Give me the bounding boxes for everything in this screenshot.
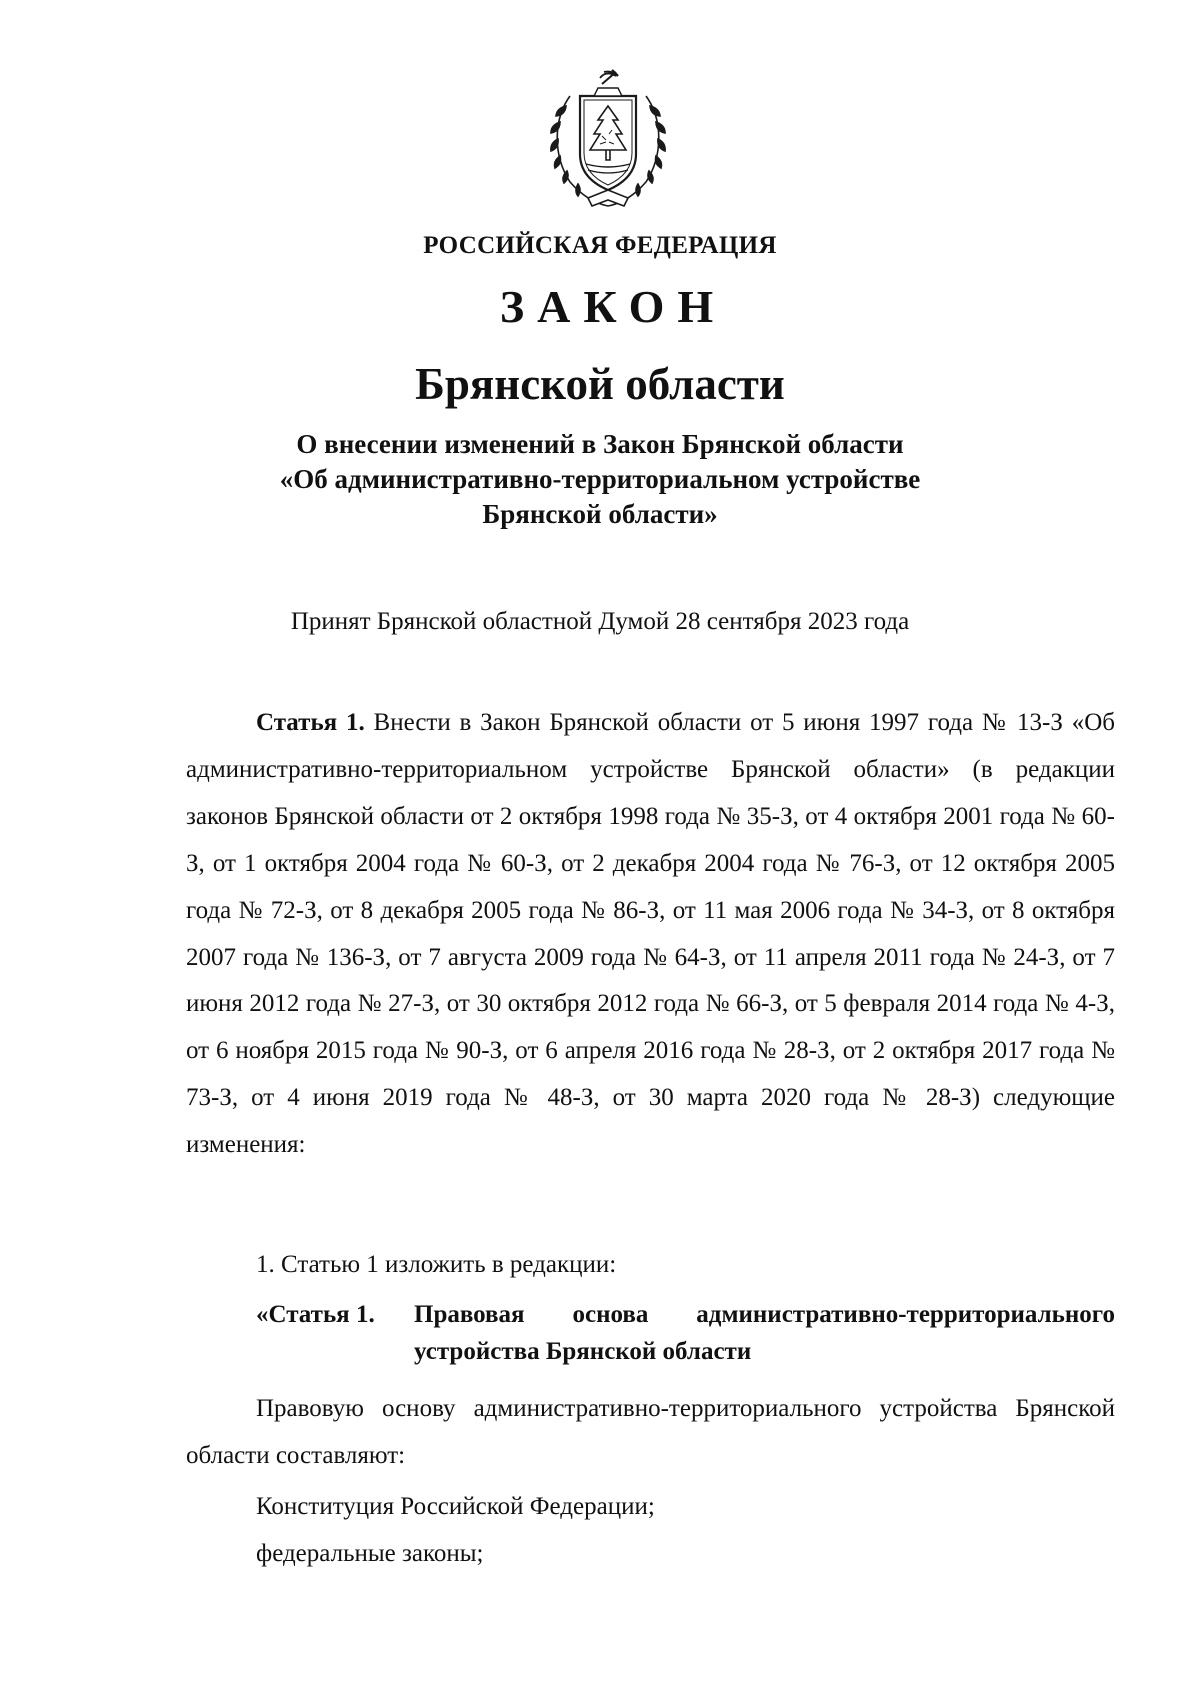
quoted-article-number: «Статья 1. (256, 1301, 375, 1328)
adoption-note: Принят Брянской областной Думой 28 сентября 2023 года (290, 608, 910, 635)
region-heading: Брянской области (415, 359, 785, 409)
article-label: Статья 1. (256, 709, 365, 736)
amendment-item: 1. Статью 1 изложить в редакции: (256, 1251, 617, 1278)
article-1-paragraph (186, 700, 1115, 1169)
legal-basis-item: федеральные законы; (256, 1540, 484, 1567)
coat-of-arms-icon (540, 66, 676, 212)
country-name: РОССИЙСКАЯ ФЕДЕРАЦИЯ (423, 232, 777, 259)
law-title-line: «Об административно-территориальном устройстве (279, 464, 921, 494)
law-title-line: О внесении изменений в Закон Брянской области (296, 429, 904, 459)
legal-basis-item: Конституция Российской Федерации; (256, 1493, 655, 1520)
quoted-article-title: Правовая основа административно-территориального устройства Брянской области (414, 1301, 1115, 1365)
law-title (0, 427, 1200, 532)
document-type-heading: ЗАКОН (499, 281, 727, 332)
article-text: Внести в Закон Брянской области от 5 июня 1997 года № 13-З «Об административно-территориальном устройстве Брянской области» (в редакции законов Брянской области от 2 октября 1998 года № 35-З, от 4 октября 2001 года № 60-З, от 1 октября 2004 года № 60-З, от 2 декабря 2004 года № 76-З, от 12 октября 2005 года № 72-З, от 8 декабря 2005 года № 86-З, от 11 мая 2006 года № 34-З, от 8 октября 2007 года № 136-З, от 7 августа 2009 года № 64-З, от 11 апреля 2011 года № 24-З, от 7 июня 2012 года № 27-З, от 30 октября 2012 года № 66-З, от 5 февраля 2014 года № 4-З, от 6 ноября 2015 года № 90-З, от 6 апреля 2016 года № 28-З, от 2 октября 2017 года № 73-З, от 4 июня 2019 года № 48-З, от 30 марта 2020 года № 28-З) следующие изменения: (186, 709, 1115, 1159)
legal-basis-intro: Правовую основу административно-территориального устройства Брянской области составляют: (186, 1395, 1115, 1469)
law-title-line: Брянской области» (482, 499, 718, 529)
